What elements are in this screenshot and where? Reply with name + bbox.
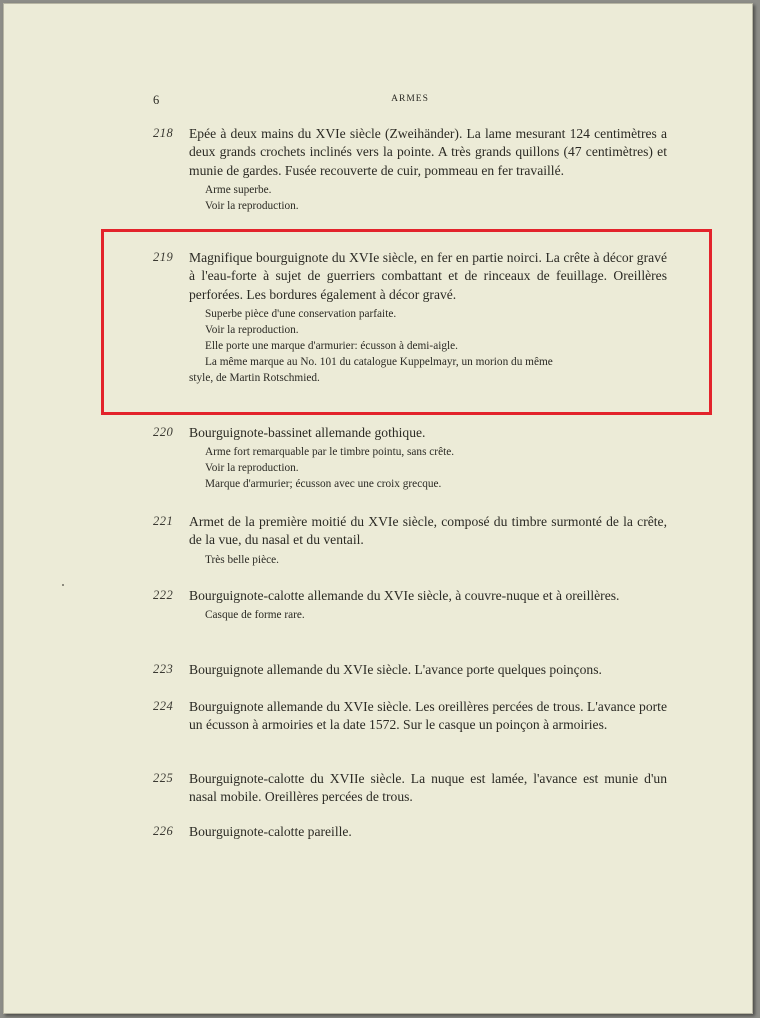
entry-note: Arme superbe. bbox=[205, 184, 272, 197]
entry-description: Bourguignote-bassinet allemande gothique. bbox=[189, 425, 426, 440]
entry-notes bbox=[205, 444, 667, 492]
catalogue-entry bbox=[153, 424, 667, 492]
entry-number: 222 bbox=[153, 588, 174, 602]
entry-number: 219 bbox=[153, 250, 174, 264]
entry-note: Voir la reproduction. bbox=[205, 462, 299, 475]
entry-number: 225 bbox=[153, 771, 174, 785]
entry-description: Bourguignote allemande du XVIe siècle. L'avance porte quelques poinçons. bbox=[189, 662, 602, 677]
page-number: 6 bbox=[153, 93, 160, 107]
entry-notes bbox=[205, 182, 667, 214]
catalogue-entry bbox=[153, 770, 667, 807]
catalogue-entry bbox=[153, 587, 667, 623]
entry-note: Voir la reproduction. bbox=[205, 200, 299, 213]
catalogue-page bbox=[3, 3, 753, 1014]
running-head bbox=[153, 93, 667, 113]
entry-note: Elle porte une marque d'armurier: écusson à demi-aigle. bbox=[205, 340, 458, 353]
entry-note: Marque d'armurier; écusson avec une croix grecque. bbox=[205, 478, 442, 491]
entry-number: 218 bbox=[153, 126, 174, 140]
entry-description: Armet de la première moitié du XVIe siècle, composé du timbre surmonté de la crête, de la vue, du nasal et du ventail. bbox=[189, 514, 667, 548]
catalogue-entry bbox=[153, 698, 667, 735]
paper-speck bbox=[62, 584, 64, 586]
entry-number: 223 bbox=[153, 662, 174, 676]
entry-note: Casque de forme rare. bbox=[205, 609, 305, 622]
entry-notes bbox=[205, 607, 667, 623]
entry-number: 224 bbox=[153, 699, 174, 713]
entry-description: Bourguignote-calotte allemande du XVIe siècle, à couvre-nuque et à oreillères. bbox=[189, 588, 620, 603]
entry-description: Magnifique bourguignote du XVIe siècle, en fer en partie noirci. La crête à décor gravé à l'eau-forte à sujet de guerriers combattant et de rinceaux de feuillage. Oreillères perforées. Les bordures également à décor gravé. bbox=[189, 250, 667, 302]
entry-note: La même marque au No. 101 du catalogue Kuppelmayr, un morion du même bbox=[205, 356, 553, 369]
entry-number: 220 bbox=[153, 425, 174, 439]
entry-description: Epée à deux mains du XVIe siècle (Zweihänder). La lame mesurant 124 centimètres a deux grands crochets inclinés vers la pointe. A très grands quillons (47 centimètres) et munie de gardes. Fusée recouverte de cuir, pommeau en fer travaillé. bbox=[189, 126, 667, 178]
catalogue-entry bbox=[153, 125, 667, 214]
entry-notes bbox=[205, 552, 667, 568]
entry-description: Bourguignote-calotte pareille. bbox=[189, 824, 352, 839]
entry-description: Bourguignote-calotte du XVIIe siècle. La nuque est lamée, l'avance est munie d'un nasal mobile. Oreillères percées de trous. bbox=[189, 771, 667, 805]
catalogue-entry bbox=[153, 823, 667, 841]
running-title: ARMES bbox=[391, 94, 429, 104]
entry-note: Superbe pièce d'une conservation parfaite. bbox=[205, 308, 397, 321]
entry-note: Voir la reproduction. bbox=[205, 324, 299, 337]
entry-number: 221 bbox=[153, 514, 174, 528]
catalogue-entry bbox=[153, 661, 667, 679]
entry-note: Très belle pièce. bbox=[205, 553, 279, 566]
entry-notes bbox=[189, 306, 667, 386]
catalogue-entry bbox=[153, 249, 667, 386]
catalogue-entry bbox=[153, 513, 667, 568]
page-content bbox=[153, 93, 667, 839]
entry-note: Arme fort remarquable par le timbre pointu, sans crête. bbox=[205, 446, 455, 459]
entry-number: 226 bbox=[153, 824, 174, 838]
entry-note: style, de Martin Rotschmied. bbox=[189, 372, 320, 385]
entry-description: Bourguignote allemande du XVIe siècle. Les oreillères percées de trous. L'avance porte un écusson à armoiries et la date 1572. Sur le casque un poinçon à armoiries. bbox=[189, 699, 667, 733]
